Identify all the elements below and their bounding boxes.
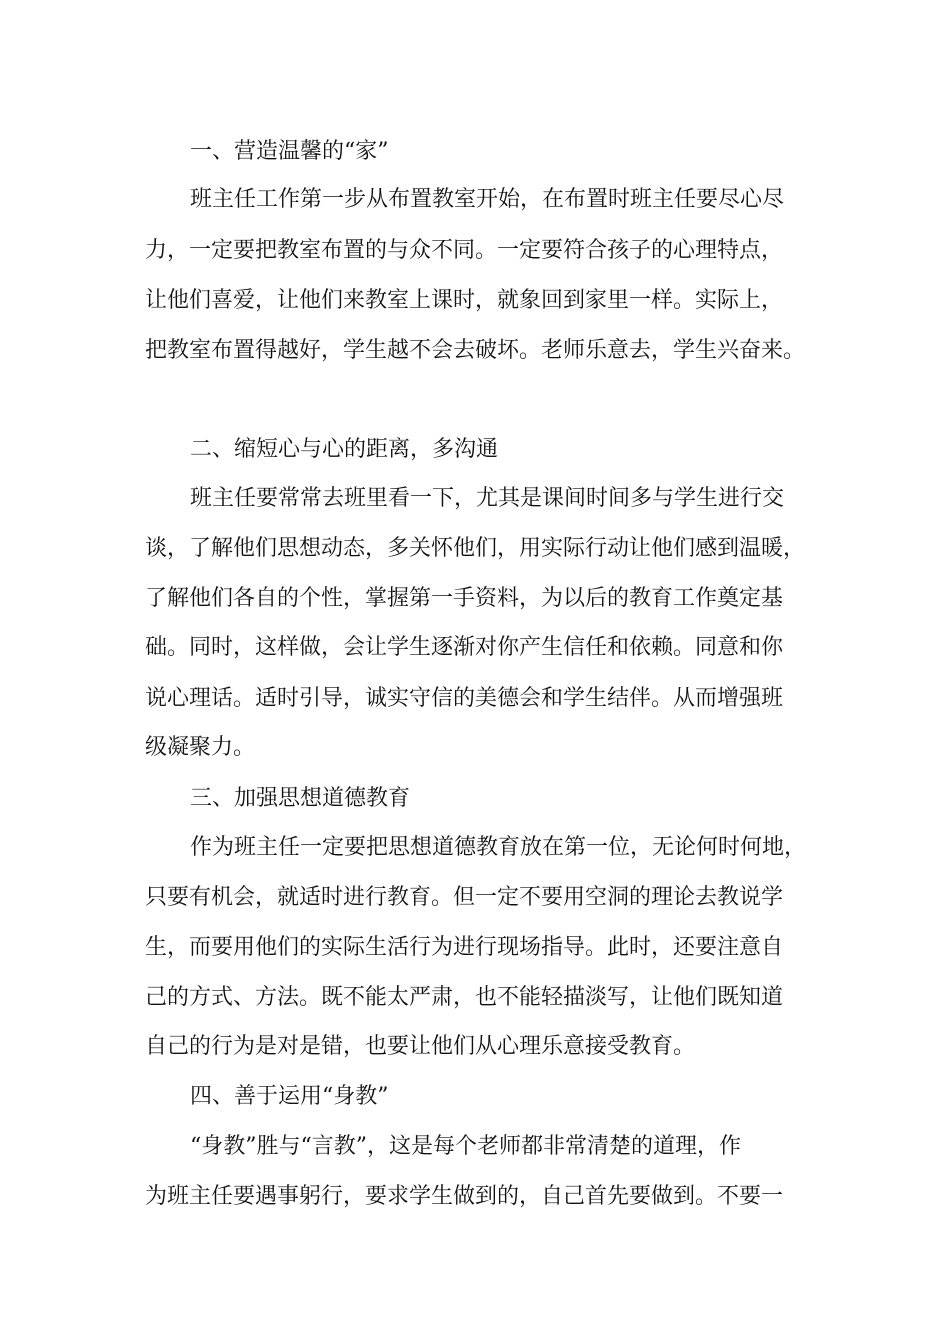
section-2-line-1: 班主任要常常去班里看一下，尤其是课间时间多与学生进行交: [190, 486, 785, 511]
section-2-line-3: 了解他们各自的个性，掌握第一手资料，为以后的教育工作奠定基: [145, 586, 784, 611]
section-1-line-2: 力，一定要把教室布置的与众不同。一定要符合孩子的心理特点，: [145, 238, 784, 263]
section-3-line-5: 自己的行为是对是错，也要让他们从心理乐意接受教育。: [145, 1034, 696, 1059]
section-3-line-3: 生，而要用他们的实际生活行为进行现场指导。此时，还要注意自: [145, 935, 784, 960]
section-2-heading: 二、缩短心与心的距离，多沟通: [190, 437, 499, 462]
section-3-heading: 三、加强思想道德教育: [190, 786, 411, 811]
section-4-line-1: “身教”胜与“言教”，这是每个老师都非常清楚的道理，作: [190, 1134, 741, 1159]
section-1-line-4: 把教室布置得越好，学生越不会去破坏。老师乐意去，学生兴奋来。: [145, 338, 806, 363]
section-1-line-3: 让他们喜爱，让他们来教室上课时，就象回到家里一样。实际上，: [145, 288, 784, 313]
section-3-line-2: 只要有机会，就适时进行教育。但一定不要用空洞的理论去教说学: [145, 885, 784, 910]
section-1-line-1: 班主任工作第一步从布置教室开始，在布置时班主任要尽心尽: [190, 187, 785, 212]
section-2-line-4: 础。同时，这样做，会让学生逐渐对你产生信任和依赖。同意和你: [145, 635, 784, 660]
section-3-line-4: 己的方式、方法。既不能太严肃，也不能轻描淡写，让他们既知道: [145, 985, 784, 1010]
section-4-heading: 四、善于运用“身教”: [190, 1084, 389, 1109]
section-2-line-2: 谈，了解他们思想动态，多关怀他们，用实际行动让他们感到温暖，: [145, 536, 806, 561]
section-2-line-6: 级凝聚力。: [145, 735, 256, 760]
section-3-line-1: 作为班主任一定要把思想道德教育放在第一位，无论何时何地，: [190, 835, 807, 860]
section-1-heading: 一、营造温馨的“家”: [190, 139, 389, 164]
section-2-line-5: 说心理话。适时引导，诚实守信的美德会和学生结伴。从而增强班: [145, 686, 784, 711]
section-4-line-2: 为班主任要遇事躬行，要求学生做到的，自己首先要做到。不要一: [145, 1184, 784, 1209]
